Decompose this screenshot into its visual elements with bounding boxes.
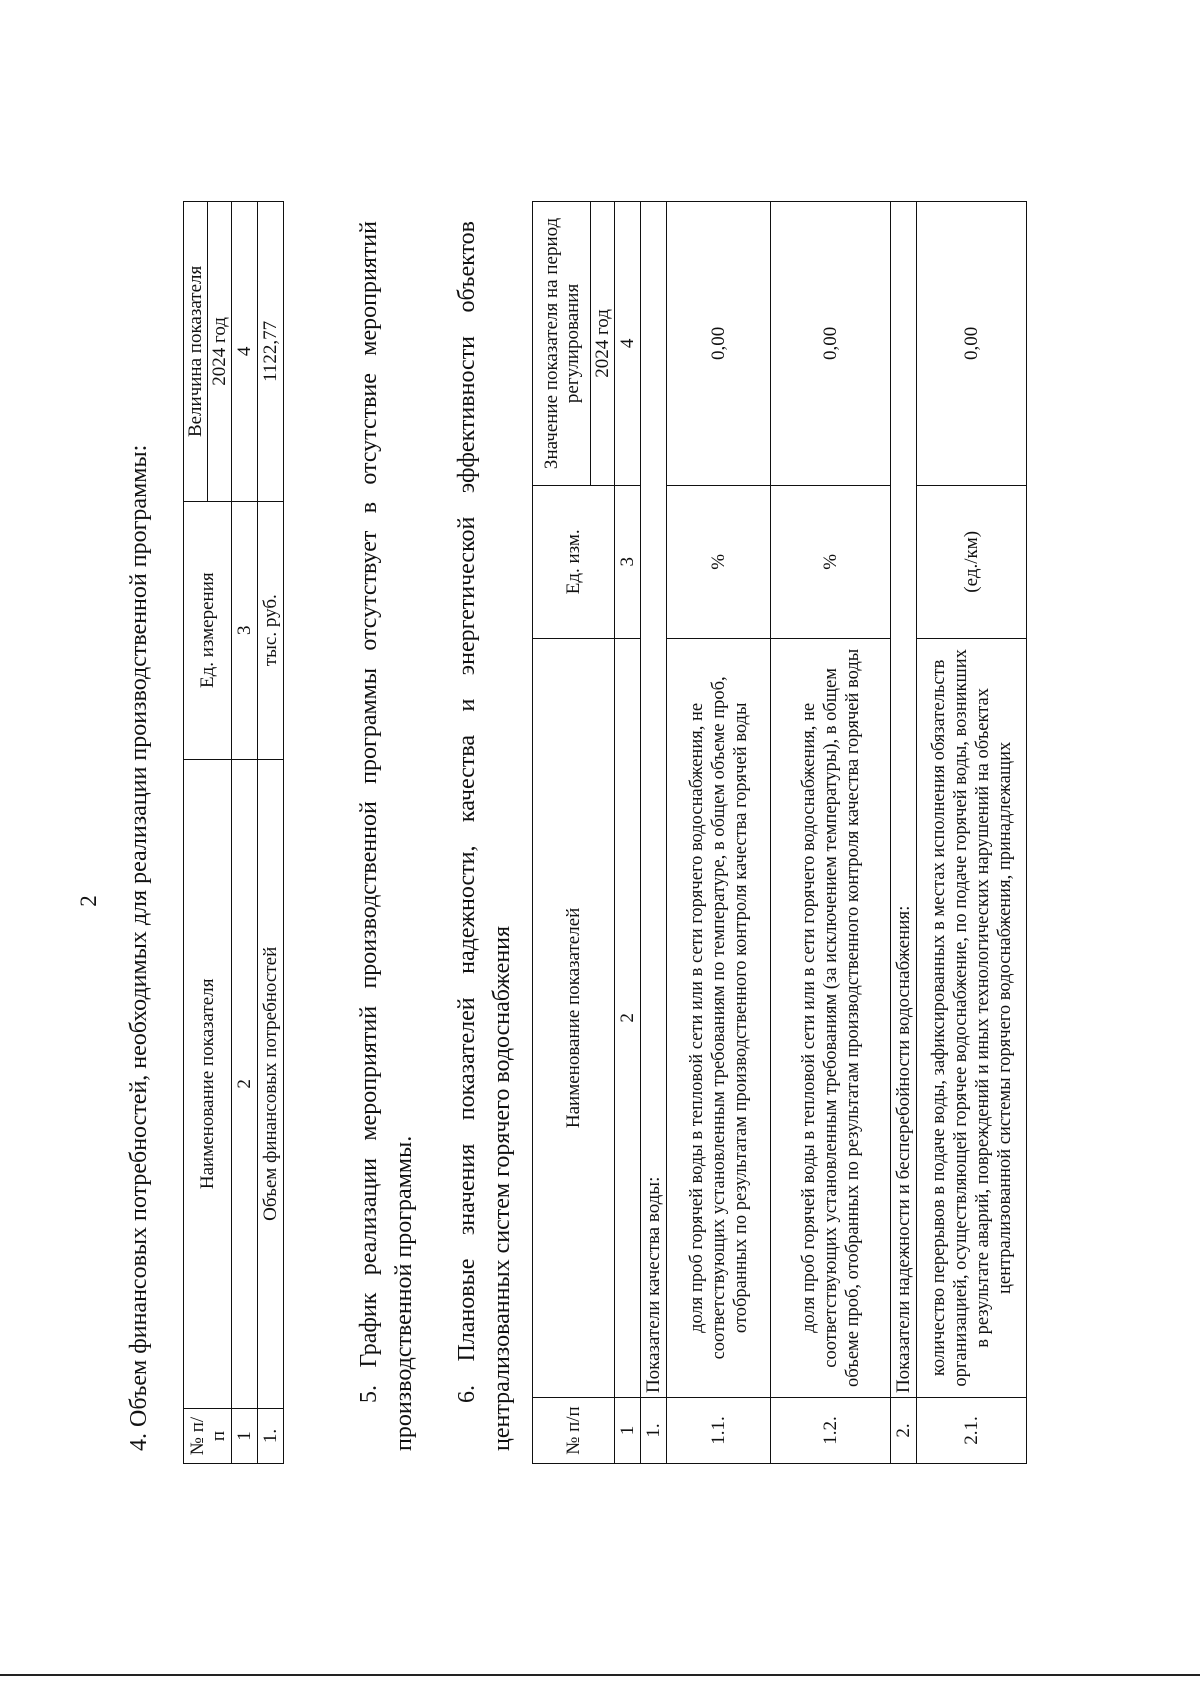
colnum-4: 4 bbox=[615, 202, 641, 486]
colnum-3: 3 bbox=[232, 501, 258, 759]
header-name: Наименование показателя bbox=[184, 759, 232, 1408]
indicators-table bbox=[532, 201, 1027, 1464]
scan-edge-line bbox=[0, 1674, 1200, 1676]
row-value: 0,00 bbox=[667, 202, 771, 486]
row-name: Объем финансовых потребностей bbox=[258, 759, 284, 1408]
colnum-3: 3 bbox=[615, 485, 641, 638]
header-unit: Ед. измерения bbox=[184, 501, 232, 759]
row-name: количество перерывов в подаче воды, зафиксированных в местах исполнения обязательств организацией, осуществляющей горячее водоснабжение, по подаче горячей воды, возникших в результате аварий, повреждений и иных технологических нарушений на объектах централизованной системы горячего водоснабжения, принадлежащих bbox=[917, 638, 1027, 1397]
table-row bbox=[771, 202, 891, 1464]
row-unit: % bbox=[667, 485, 771, 638]
group-num: 2. bbox=[891, 1398, 917, 1464]
group-num: 1. bbox=[641, 1398, 667, 1464]
row-unit: % bbox=[771, 485, 891, 638]
row-name: доля проб горячей воды в тепловой сети или в сети горячего водоснабжения, не соответствующих установленным требованиям по температуре, в общем объеме проб, отобранных по результатам производственного контроля качества горячей воды bbox=[667, 638, 771, 1397]
row-num: 1. bbox=[258, 1409, 284, 1464]
group-label: Показатели качества воды: bbox=[641, 202, 667, 1398]
row-value: 0,00 bbox=[917, 202, 1027, 486]
header-year: 2024 год bbox=[208, 202, 232, 502]
header-name: Наименование показателей bbox=[533, 638, 615, 1397]
header-value: Величина показателя bbox=[184, 202, 208, 502]
colnum-1: 1 bbox=[615, 1398, 641, 1464]
row-name: доля проб горячей воды в тепловой сети или в сети горячего водоснабжения, не соответствующих установленным требованиям (за исключением температуры), в общем объеме проб, отобранных по результатам производственного контроля качества горячей воды bbox=[771, 638, 891, 1397]
colnum-2: 2 bbox=[232, 759, 258, 1408]
section-4-heading: 4. Объем финансовых потребностей, необходимых для реализации производственной программы: bbox=[126, 444, 152, 1451]
header-year: 2024 год bbox=[591, 202, 615, 486]
row-num: 1.1. bbox=[667, 1398, 771, 1464]
group-row bbox=[641, 202, 667, 1464]
row-value: 1122,77 bbox=[258, 202, 284, 502]
table-row bbox=[667, 202, 771, 1464]
header-value: Значение показателя на период регулирования bbox=[533, 202, 591, 486]
row-unit: тыс. руб. bbox=[258, 501, 284, 759]
colnum-4: 4 bbox=[232, 202, 258, 502]
row-unit: (ед./км) bbox=[917, 485, 1027, 638]
row-value: 0,00 bbox=[771, 202, 891, 486]
section-6-paragraph: 6. Плановые значения показателей надежности, качества и энергетической эффективности объектов централизованных систем горячего водоснабжения bbox=[454, 221, 515, 1451]
table-row bbox=[258, 202, 284, 1464]
row-num: 1.2. bbox=[771, 1398, 891, 1464]
group-row bbox=[891, 202, 917, 1464]
financial-needs-table bbox=[183, 201, 284, 1464]
header-num: № п/п bbox=[533, 1398, 615, 1464]
table-row bbox=[917, 202, 1027, 1464]
row-num: 2.1. bbox=[917, 1398, 1027, 1464]
header-num: № п/п bbox=[184, 1409, 232, 1464]
group-label: Показатели надежности и бесперебойности водоснабжения: bbox=[891, 202, 917, 1398]
colnum-1: 1 bbox=[232, 1409, 258, 1464]
colnum-2: 2 bbox=[615, 638, 641, 1397]
section-5-paragraph: 5. График реализации мероприятий производственной программы отсутствует в отсутствие мероприятий производственной программы. bbox=[356, 221, 417, 1451]
header-unit: Ед. изм. bbox=[533, 485, 615, 638]
page-number: 2 bbox=[76, 895, 101, 907]
